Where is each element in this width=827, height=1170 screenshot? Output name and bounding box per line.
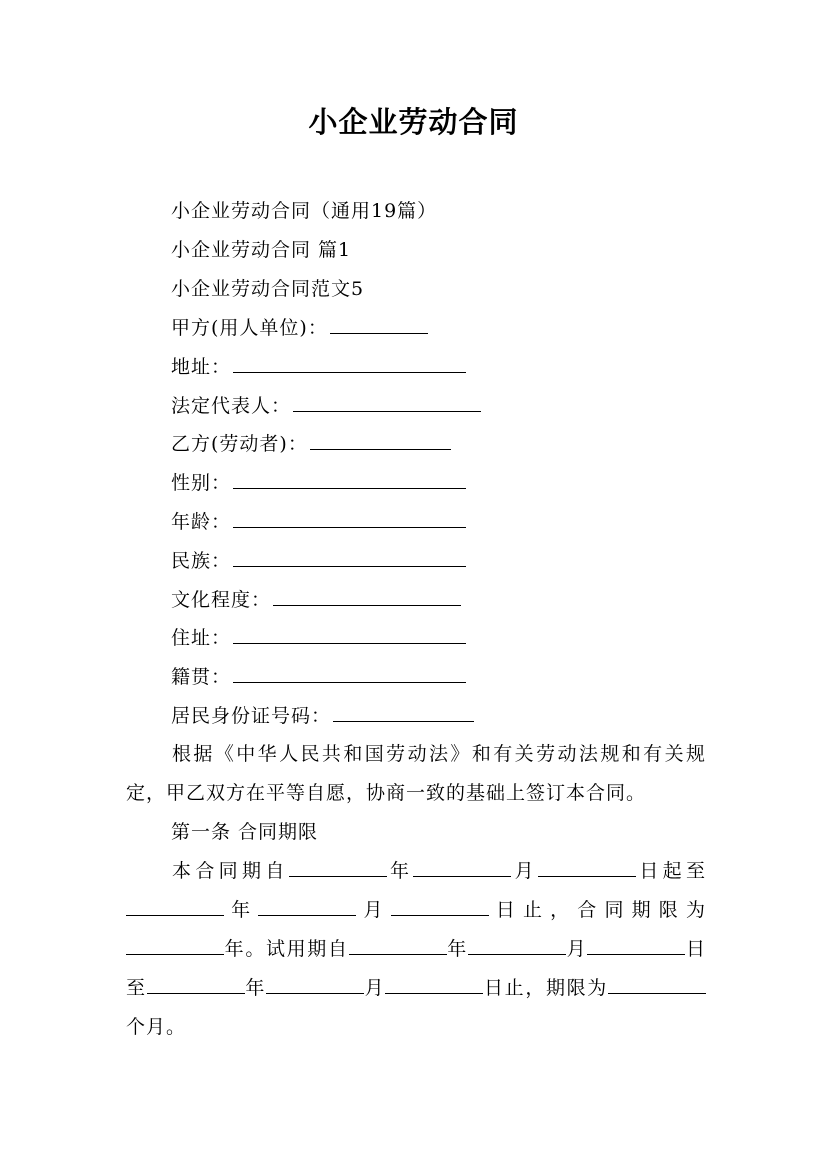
text-run: 年。试用期自 [224, 938, 349, 960]
field-gender [171, 470, 466, 495]
field-label: 性别： [171, 472, 232, 494]
blank-line[interactable] [273, 587, 461, 606]
field-education [171, 587, 461, 612]
article-heading: 第一条 合同期限 [171, 821, 319, 843]
text-run: 年 [446, 938, 468, 960]
blank-line[interactable] [333, 703, 474, 722]
text-run: 本合同期自 [172, 860, 289, 882]
field-label: 年龄： [171, 511, 232, 533]
section-line: 小企业劳动合同 篇1 [171, 239, 352, 261]
blank-line[interactable] [413, 858, 511, 877]
text-run: 月 [356, 899, 391, 921]
field-label: 甲方(用人单位)： [171, 317, 328, 339]
text-run: 日起至 [636, 860, 706, 882]
field-party-b [171, 431, 451, 456]
blank-line[interactable] [266, 975, 364, 994]
field-label: 籍贯： [171, 666, 232, 688]
blank-line[interactable] [330, 315, 428, 334]
text-run: 日止，期限为 [483, 977, 608, 999]
blank-line[interactable] [233, 548, 466, 567]
field-native-place [171, 664, 466, 689]
field-legal-rep [171, 393, 481, 418]
field-label: 法定代表人： [171, 395, 292, 417]
text-run: 月 [565, 938, 588, 960]
field-age [171, 509, 466, 534]
blank-line[interactable] [587, 936, 685, 955]
subtitle-line: 小企业劳动合同（通用19篇） [171, 200, 438, 222]
text-run: 月 [364, 977, 386, 999]
field-label: 住址： [171, 627, 232, 649]
field-ethnicity [171, 548, 466, 573]
section-line: 小企业劳动合同范文5 [171, 278, 365, 300]
text-run: 日止，合同期限为 [488, 899, 706, 921]
blank-line[interactable] [385, 975, 483, 994]
field-residence [171, 625, 466, 650]
blank-line[interactable] [608, 975, 706, 994]
blank-line[interactable] [391, 897, 489, 916]
text-run: 年 [224, 899, 259, 921]
field-party-a [171, 315, 428, 340]
blank-line[interactable] [289, 858, 387, 877]
blank-line[interactable] [233, 664, 466, 683]
blank-line[interactable] [538, 858, 636, 877]
document-title: 小企业劳动合同 [308, 105, 519, 139]
blank-line[interactable] [126, 897, 224, 916]
text-run: 月 [511, 860, 538, 882]
field-id-number [171, 703, 474, 728]
blank-line[interactable] [310, 431, 451, 450]
blank-line[interactable] [258, 897, 356, 916]
field-label: 民族： [171, 550, 232, 572]
text-run: 日至 [126, 938, 706, 999]
field-address [171, 354, 466, 379]
text-run: 年 [244, 977, 266, 999]
text-run: 个月。 [126, 1016, 187, 1038]
blank-line[interactable] [233, 354, 466, 373]
field-label: 文化程度： [171, 589, 272, 611]
article1-paragraph [126, 852, 706, 1047]
preamble-paragraph: 根据《中华人民共和国劳动法》和有关劳动法规和有关规定，甲乙双方在平等自愿，协商一致的基础上签订本合同。 [126, 743, 706, 804]
blank-line[interactable] [293, 393, 481, 412]
blank-line[interactable] [233, 470, 466, 489]
blank-line[interactable] [349, 936, 447, 955]
field-label: 地址： [171, 356, 232, 378]
field-label: 居民身份证号码： [171, 705, 332, 727]
blank-line[interactable] [233, 625, 466, 644]
blank-line[interactable] [233, 509, 466, 528]
field-label: 乙方(劳动者)： [171, 433, 308, 455]
text-run: 年 [386, 860, 414, 882]
blank-line[interactable] [468, 936, 566, 955]
blank-line[interactable] [126, 936, 224, 955]
blank-line[interactable] [147, 975, 245, 994]
